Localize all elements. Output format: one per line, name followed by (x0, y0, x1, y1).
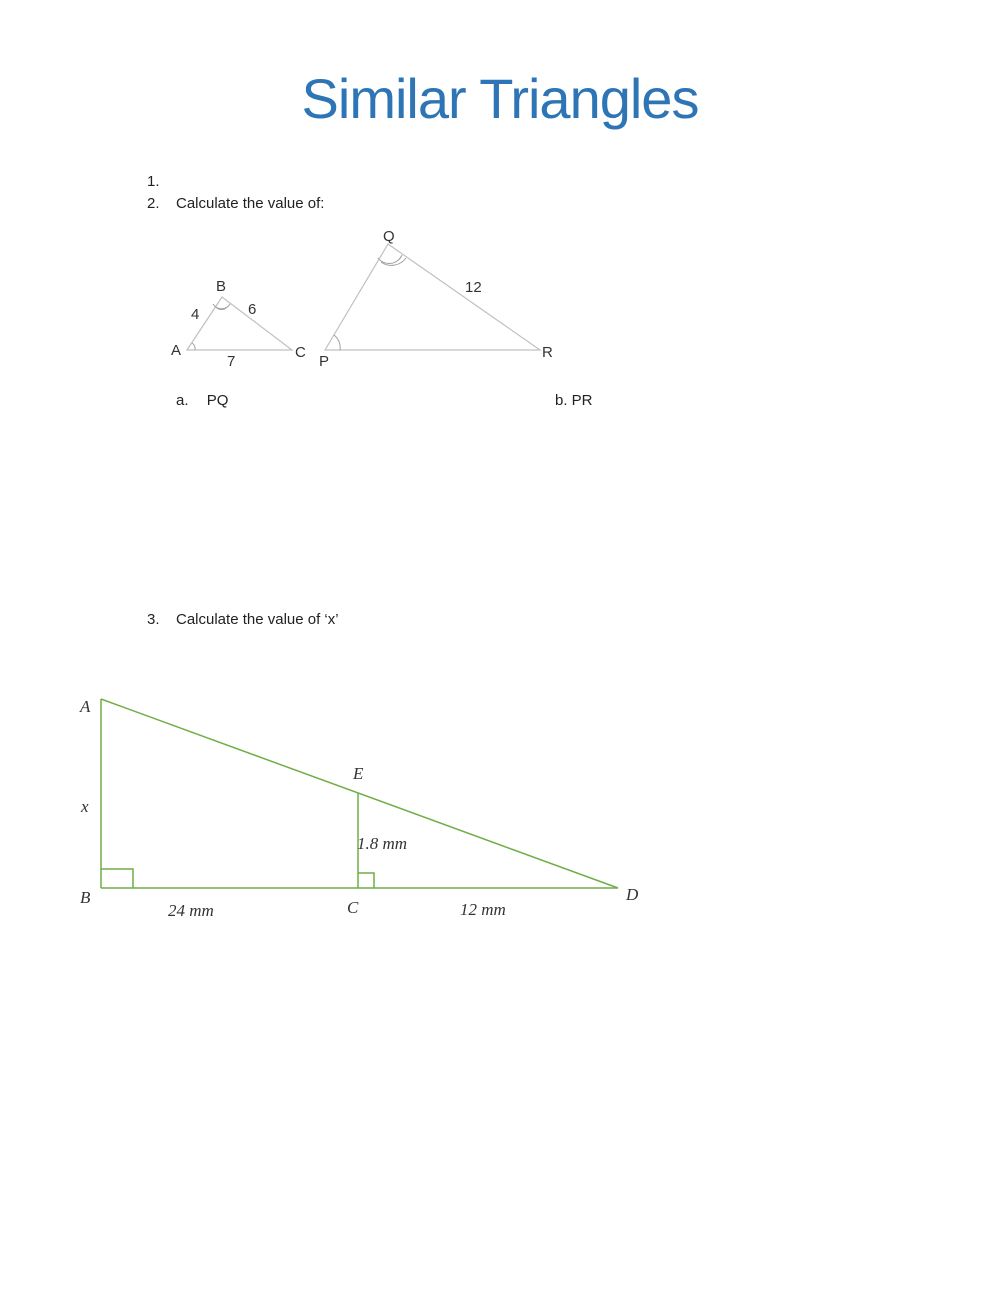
side-label-bc: 24 mm (168, 901, 214, 920)
side-label-bc: 6 (248, 301, 257, 318)
point-label-b: B (80, 888, 91, 907)
page-title: Similar Triangles (301, 67, 699, 130)
point-label-e: E (353, 764, 364, 783)
vertex-label-c: C (295, 344, 306, 361)
part-label: a. (176, 392, 189, 409)
side-label-cd: 12 mm (460, 900, 506, 919)
right-angle-b (101, 869, 133, 888)
question-text: Calculate the value of ‘x’ (176, 611, 339, 628)
vertex-label-a: A (171, 342, 182, 359)
part-label: b. PR (555, 392, 593, 409)
vertex-label-r: R (542, 344, 553, 361)
vertex-label-p: P (319, 353, 330, 370)
question-text: Calculate the value of: (176, 195, 325, 212)
question-number: 1. (147, 173, 160, 190)
part-text: PQ (206, 392, 229, 409)
point-label-d: D (626, 885, 639, 904)
side-label-qr: 12 (465, 279, 482, 296)
side-label-ec: 1.8 mm (357, 834, 408, 853)
segment-ad (101, 699, 618, 888)
side-label-x: x (81, 797, 89, 816)
side-label-ac: 7 (227, 353, 236, 370)
point-label-a: A (80, 697, 91, 716)
question-number: 3. (147, 611, 160, 628)
question-number: 2. (147, 195, 160, 212)
vertex-label-b: B (216, 278, 227, 295)
vertex-label-q: Q (383, 228, 395, 245)
side-label-ab: 4 (191, 306, 200, 323)
right-angle-c (358, 873, 374, 888)
point-label-c: C (347, 898, 359, 917)
